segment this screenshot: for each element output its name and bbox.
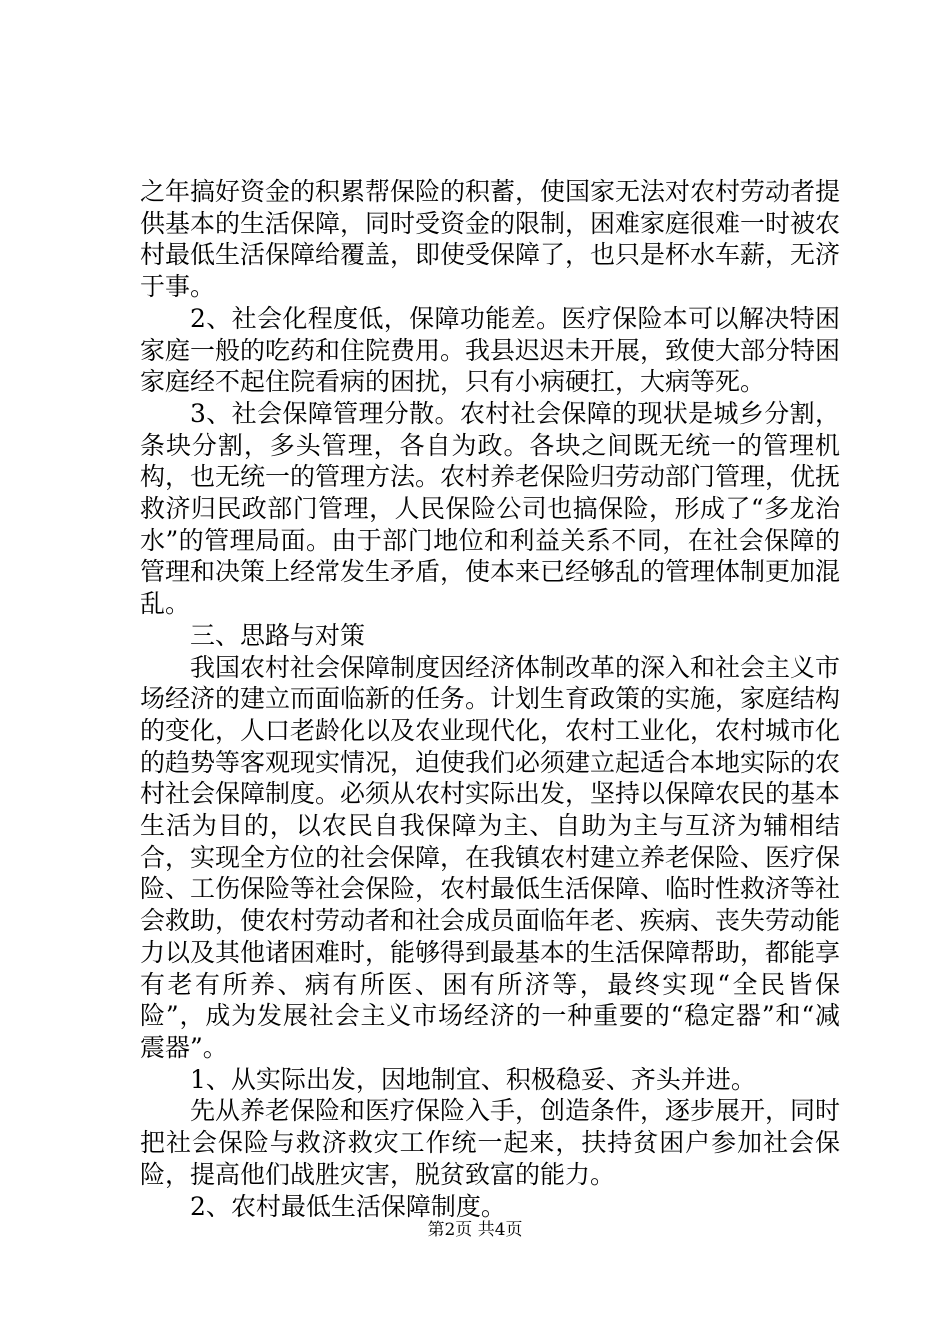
subheading-2: 2、农村最低生活保障制度。 [190,1191,506,1221]
paragraph-intro: 我国农村社会保障制度因经济体制改革的深入和社会主义市场经济的建立而面临新的任务。计划生育政策的实施，家庭结构的变化，人口老龄化以及农业现代化，农村工业化，农村城市化的趋势等客观现实情况，迫使我们必须建立起适合本地实际的农村社会保障制度。必须从农村实际出发，坚持以保障农民的基本生活为目的，以农民自我保障为主、自助为主与互济为辅相结合，实现全方位的社会保障，在我镇农村建立养老保险、医疗保险、工伤保险等社会保险，农村最低生活保障、临时性救济等社会救助，使农村劳动者和社会成员面临年老、疾病、丧失劳动能力以及其他诸困难时，能够得到最基本的生活保障帮助，都能享有老有所养、病有所医、困有所济等，最终实现“全民皆保险”，成为发展社会主义市场经济的一种重要的“稳定器”和“减震器”。 [140,652,841,1062]
section-heading-3: 三、思路与对策 [190,620,366,650]
paragraph-subsection-1: 先从养老保险和医疗保险入手，创造条件，逐步展开，同时把社会保险与救济救灾工作统一起来，扶持贫困户参加社会保险，提高他们战胜灾害，脱贫致富的能力。 [140,1096,841,1189]
paragraph-item-3: 3、社会保障管理分散。农村社会保障的现状是城乡分割，条块分割，多头管理，各自为政。各块之间既无统一的管理机构，也无统一的管理方法。农村养老保险归劳动部门管理，优抚救济归民政部门管理，人民保险公司也搞保险，形成了“多龙治水”的管理局面。由于部门地位和利益关系不同，在社会保障的管理和决策上经常发生矛盾，使本来已经够乱的管理体制更加混乱。 [140,398,841,619]
paragraph-item-2: 2、社会化程度低，保障功能差。医疗保险本可以解决特困家庭一般的吃药和住院费用。我县迟迟未开展，致使大部分特困家庭经不起住院看病的困扰，只有小病硬扛，大病等死。 [140,303,841,397]
page-footer: 第2页 共4页 [427,1220,523,1240]
document-body [140,176,840,1222]
paragraph-continuation: 之年搞好资金的积累帮保险的积蓄，使国家无法对农村劳动者提供基本的生活保障，同时受资金的限制，困难家庭很难一时被农村最低生活保障给覆盖，即使受保障了，也只是杯水车薪，无济于事。 [140,177,841,302]
subheading-1: 1、从实际出发，因地制宜、积极稳妥、齐头并进。 [190,1064,756,1094]
